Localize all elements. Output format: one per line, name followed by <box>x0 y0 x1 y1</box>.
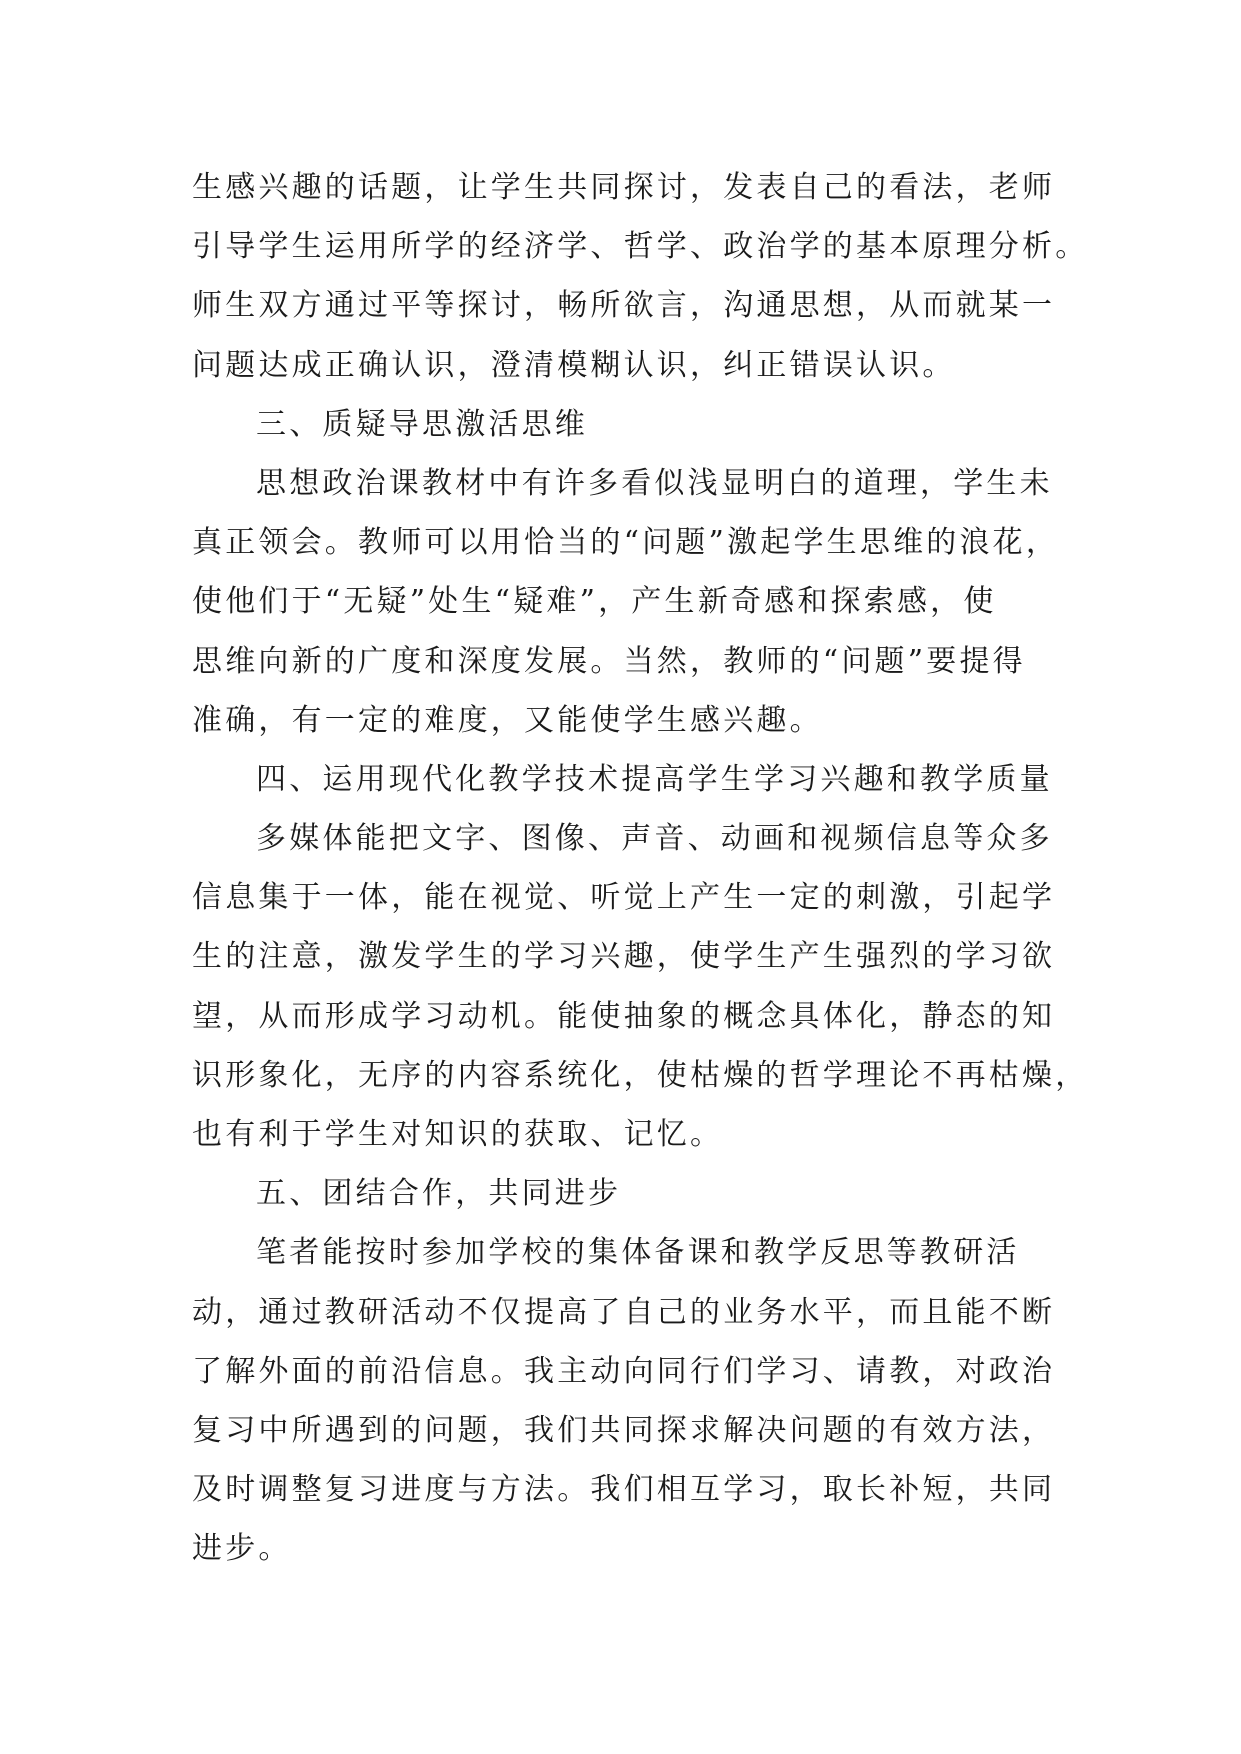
text-line: 进步。 <box>192 1531 292 1567</box>
text-line: 及时调整复习进度与方法。我们相互学习，取长补短，共同 <box>192 1472 1056 1508</box>
text-line: 生的注意，激发学生的学习兴趣，使学生产生强烈的学习欲 <box>192 939 1056 975</box>
text-line: 也有利于学生对知识的获取、记忆。 <box>192 1117 724 1152</box>
text-line: 复习中所遇到的问题，我们共同探求解决问题的有效方法， <box>192 1412 1056 1448</box>
section-heading-4: 四、运用现代化教学技术提高学生学习兴趣和教学质量 <box>256 761 1053 797</box>
text-line: 识形象化，无序的内容系统化，使枯燥的哲学理论不再枯燥， <box>192 1057 1089 1093</box>
paragraph-start-line: 多媒体能把文字、图像、声音、动画和视频信息等众多 <box>256 821 1053 857</box>
section-heading-5: 五、团结合作，共同进步 <box>256 1176 622 1212</box>
text-line: 信息集于一体，能在视觉、听觉上产生一定的刺激，引起学 <box>192 880 1056 916</box>
paragraph-start-line: 思想政治课教材中有许多看似浅显明白的道理，学生未 <box>256 465 1053 501</box>
paragraph-start-line: 笔者能按时参加学校的集体备课和教学反思等教研活 <box>256 1235 1020 1271</box>
document-body <box>192 158 1089 1579</box>
text-line: 使他们于“无疑”处生“疑难”，产生新奇感和探索感，使 <box>192 584 997 620</box>
text-line: 真正领会。教师可以用恰当的“问题”激起学生思维的浪花， <box>192 525 1060 561</box>
text-line: 师生双方通过平等探讨，畅所欲言，沟通思想，从而就某一 <box>192 288 1056 324</box>
text-line: 动，通过教研活动不仅提高了自己的业务水平，而且能不断 <box>192 1294 1056 1330</box>
text-line: 思维向新的广度和深度发展。当然，教师的“问题”要提得 <box>192 643 1026 679</box>
text-line: 了解外面的前沿信息。我主动向同行们学习、请教，对政治 <box>192 1353 1056 1389</box>
text-line: 问题达成正确认识，澄清模糊认识，纠正错误认识。 <box>192 347 956 383</box>
text-line: 准确，有一定的难度，又能使学生感兴趣。 <box>192 702 823 738</box>
text-line: 望，从而形成学习动机。能使抽象的概念具体化，静态的知 <box>192 998 1056 1034</box>
section-heading-3: 三、质疑导思激活思维 <box>256 406 588 442</box>
text-line: 生感兴趣的话题，让学生共同探讨，发表自己的看法，老师 <box>192 170 1056 205</box>
text-line: 引导学生运用所学的经济学、哲学、政治学的基本原理分析。 <box>192 229 1089 265</box>
